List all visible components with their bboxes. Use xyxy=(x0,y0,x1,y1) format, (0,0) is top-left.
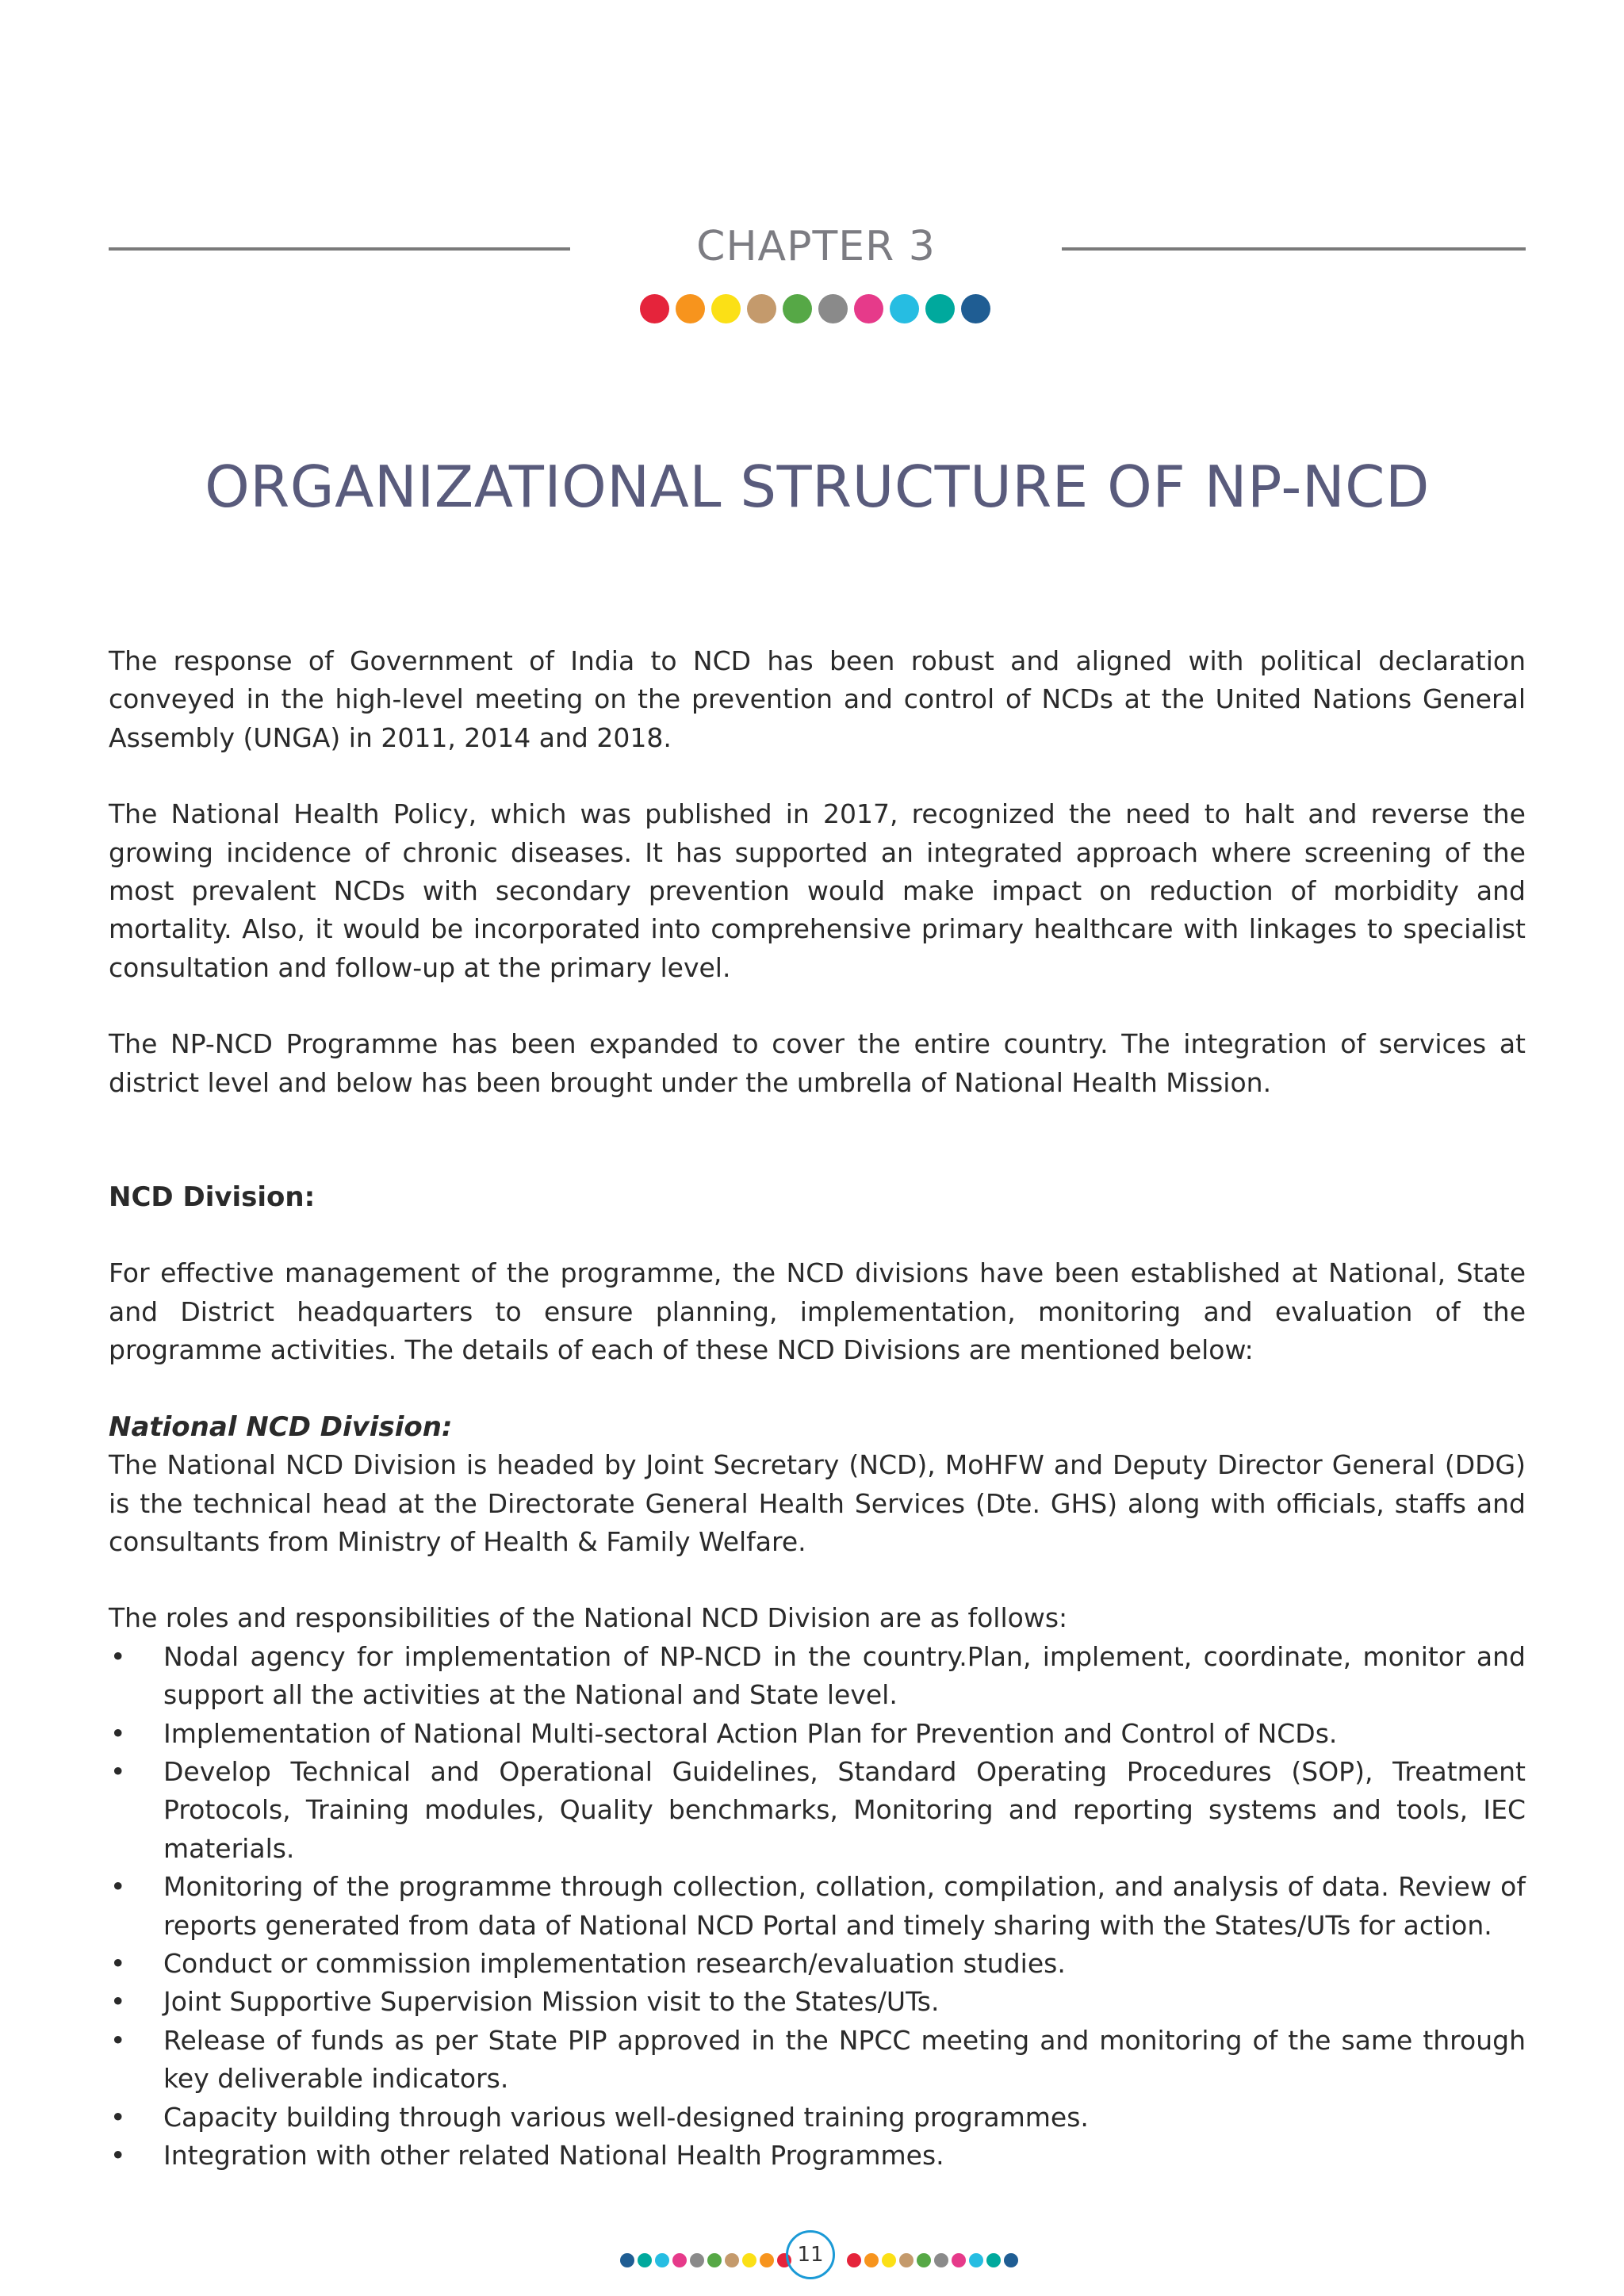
bullet-icon: • xyxy=(110,1717,126,1749)
body-content xyxy=(109,642,1526,2175)
list-item-text: Joint Supportive Supervision Mission visit to the States/UTs. xyxy=(163,1986,940,2018)
color-dots-top xyxy=(640,294,990,323)
bullet-icon: • xyxy=(110,2024,126,2056)
roles-list xyxy=(109,1638,1526,2175)
color-dot xyxy=(925,294,955,323)
bullet-icon: • xyxy=(110,1947,126,1979)
color-dot xyxy=(986,2253,1001,2267)
color-dot xyxy=(747,294,776,323)
color-dot xyxy=(640,294,669,323)
paragraph: For effective management of the programme, the NCD divisions have been established at National, State and District headquarters to ensure planning, implementation, monitoring and evaluation of the programme activities. The details of each of these NCD Divisions are mentioned below: xyxy=(109,1257,1526,1366)
color-dot xyxy=(672,2253,687,2267)
color-dot xyxy=(961,294,990,323)
page-number: 11 xyxy=(786,2230,835,2279)
subsection-heading: National NCD Division: xyxy=(109,1410,453,1443)
color-dot xyxy=(1004,2253,1018,2267)
list-item xyxy=(109,2022,1526,2099)
color-dots-footer-right xyxy=(847,2253,1018,2267)
color-dot xyxy=(854,294,883,323)
list-item xyxy=(109,1715,1526,1753)
paragraph: The National NCD Division is headed by Joint Secretary (NCD), MoHFW and Deputy Director General (DDG) is the technical head at the Directorate General Health Services (Dte. GHS) along with officials, staffs and consultants from Ministry of Health & Family Welfare. xyxy=(109,1449,1526,1557)
color-dot xyxy=(952,2253,966,2267)
roles-intro: The roles and responsibilities of the National NCD Division are as follows: xyxy=(109,1602,1068,1634)
list-item-text: Conduct or commission implementation research/evaluation studies. xyxy=(163,1947,1066,1979)
color-dot xyxy=(760,2253,774,2267)
color-dot xyxy=(917,2253,931,2267)
bullet-icon: • xyxy=(110,1640,126,1672)
chapter-rule-right xyxy=(1062,247,1526,251)
list-item-text: Integration with other related National Health Programmes. xyxy=(163,2140,944,2171)
list-item-text: Release of funds as per State PIP approved in the NPCC meeting and monitoring of the same through key deliverable indicators. xyxy=(163,2024,1526,2095)
color-dot xyxy=(707,2253,722,2267)
paragraph: The National Health Policy, which was published in 2017, recognized the need to halt and reverse the growing incidence of chronic diseases. It has supported an integrated approach where screening of the most prevalent NCDs with secondary prevention would make impact on reduction of morbidity and mortality. Also, it would be incorporated into comprehensive primary healthcare with linkages to specialist consultation and follow-up at the primary level. xyxy=(109,798,1526,983)
color-dot xyxy=(620,2253,634,2267)
list-item xyxy=(109,2137,1526,2175)
bullet-icon: • xyxy=(110,2101,126,2133)
list-item xyxy=(109,1945,1526,1983)
color-dot xyxy=(725,2253,739,2267)
color-dot xyxy=(638,2253,652,2267)
bullet-icon: • xyxy=(110,2140,126,2171)
list-item xyxy=(109,1868,1526,1945)
color-dot xyxy=(711,294,741,323)
section-heading: NCD Division: xyxy=(109,1181,316,1214)
bullet-icon: • xyxy=(110,1986,126,2018)
list-item xyxy=(109,1983,1526,2021)
color-dot xyxy=(676,294,705,323)
list-item xyxy=(109,2099,1526,2137)
color-dot xyxy=(742,2253,756,2267)
list-item-text: Implementation of National Multi-sectoral Action Plan for Prevention and Control of NCDs. xyxy=(163,1717,1338,1749)
bullet-icon: • xyxy=(110,1871,126,1903)
color-dot xyxy=(655,2253,669,2267)
color-dot xyxy=(818,294,848,323)
color-dots-footer-left xyxy=(620,2253,791,2267)
color-dot xyxy=(969,2253,983,2267)
page-title: ORGANIZATIONAL STRUCTURE OF NP-NCD xyxy=(205,453,1430,520)
bullet-icon: • xyxy=(110,1755,126,1787)
chapter-rule-left xyxy=(109,247,570,251)
list-item-text: Capacity building through various well-designed training programmes. xyxy=(163,2101,1089,2133)
list-item-text: Develop Technical and Operational Guidelines, Standard Operating Procedures (SOP), Treatment Protocols, Training modules, Quality benchmarks, Monitoring and reporting systems and tools, IEC materials. xyxy=(163,1755,1526,1864)
color-dot xyxy=(864,2253,879,2267)
paragraph: The response of Government of India to NCD has been robust and aligned with political declaration conveyed in the high-level meeting on the prevention and control of NCDs at the United Nations General Assembly (UNGA) in 2011, 2014 and 2018. xyxy=(109,645,1526,753)
color-dot xyxy=(882,2253,896,2267)
color-dot xyxy=(690,2253,704,2267)
chapter-label: CHAPTER 3 xyxy=(696,223,936,270)
color-dot xyxy=(899,2253,914,2267)
list-item-text: Nodal agency for implementation of NP-NCD in the country.Plan, implement, coordinate, monitor and support all the activities at the National and State level. xyxy=(163,1640,1526,1711)
list-item xyxy=(109,1753,1526,1868)
paragraph: The NP-NCD Programme has been expanded to cover the entire country. The integration of services at district level and below has been brought under the umbrella of National Health Mission. xyxy=(109,1028,1526,1098)
color-dot xyxy=(847,2253,861,2267)
list-item-text: Monitoring of the programme through collection, collation, compilation, and analysis of data. Review of reports generated from data of National NCD Portal and timely sharing with the States/UTs for action. xyxy=(163,1871,1526,1941)
list-item xyxy=(109,1638,1526,1715)
color-dot xyxy=(934,2253,948,2267)
color-dot xyxy=(890,294,919,323)
color-dot xyxy=(783,294,812,323)
